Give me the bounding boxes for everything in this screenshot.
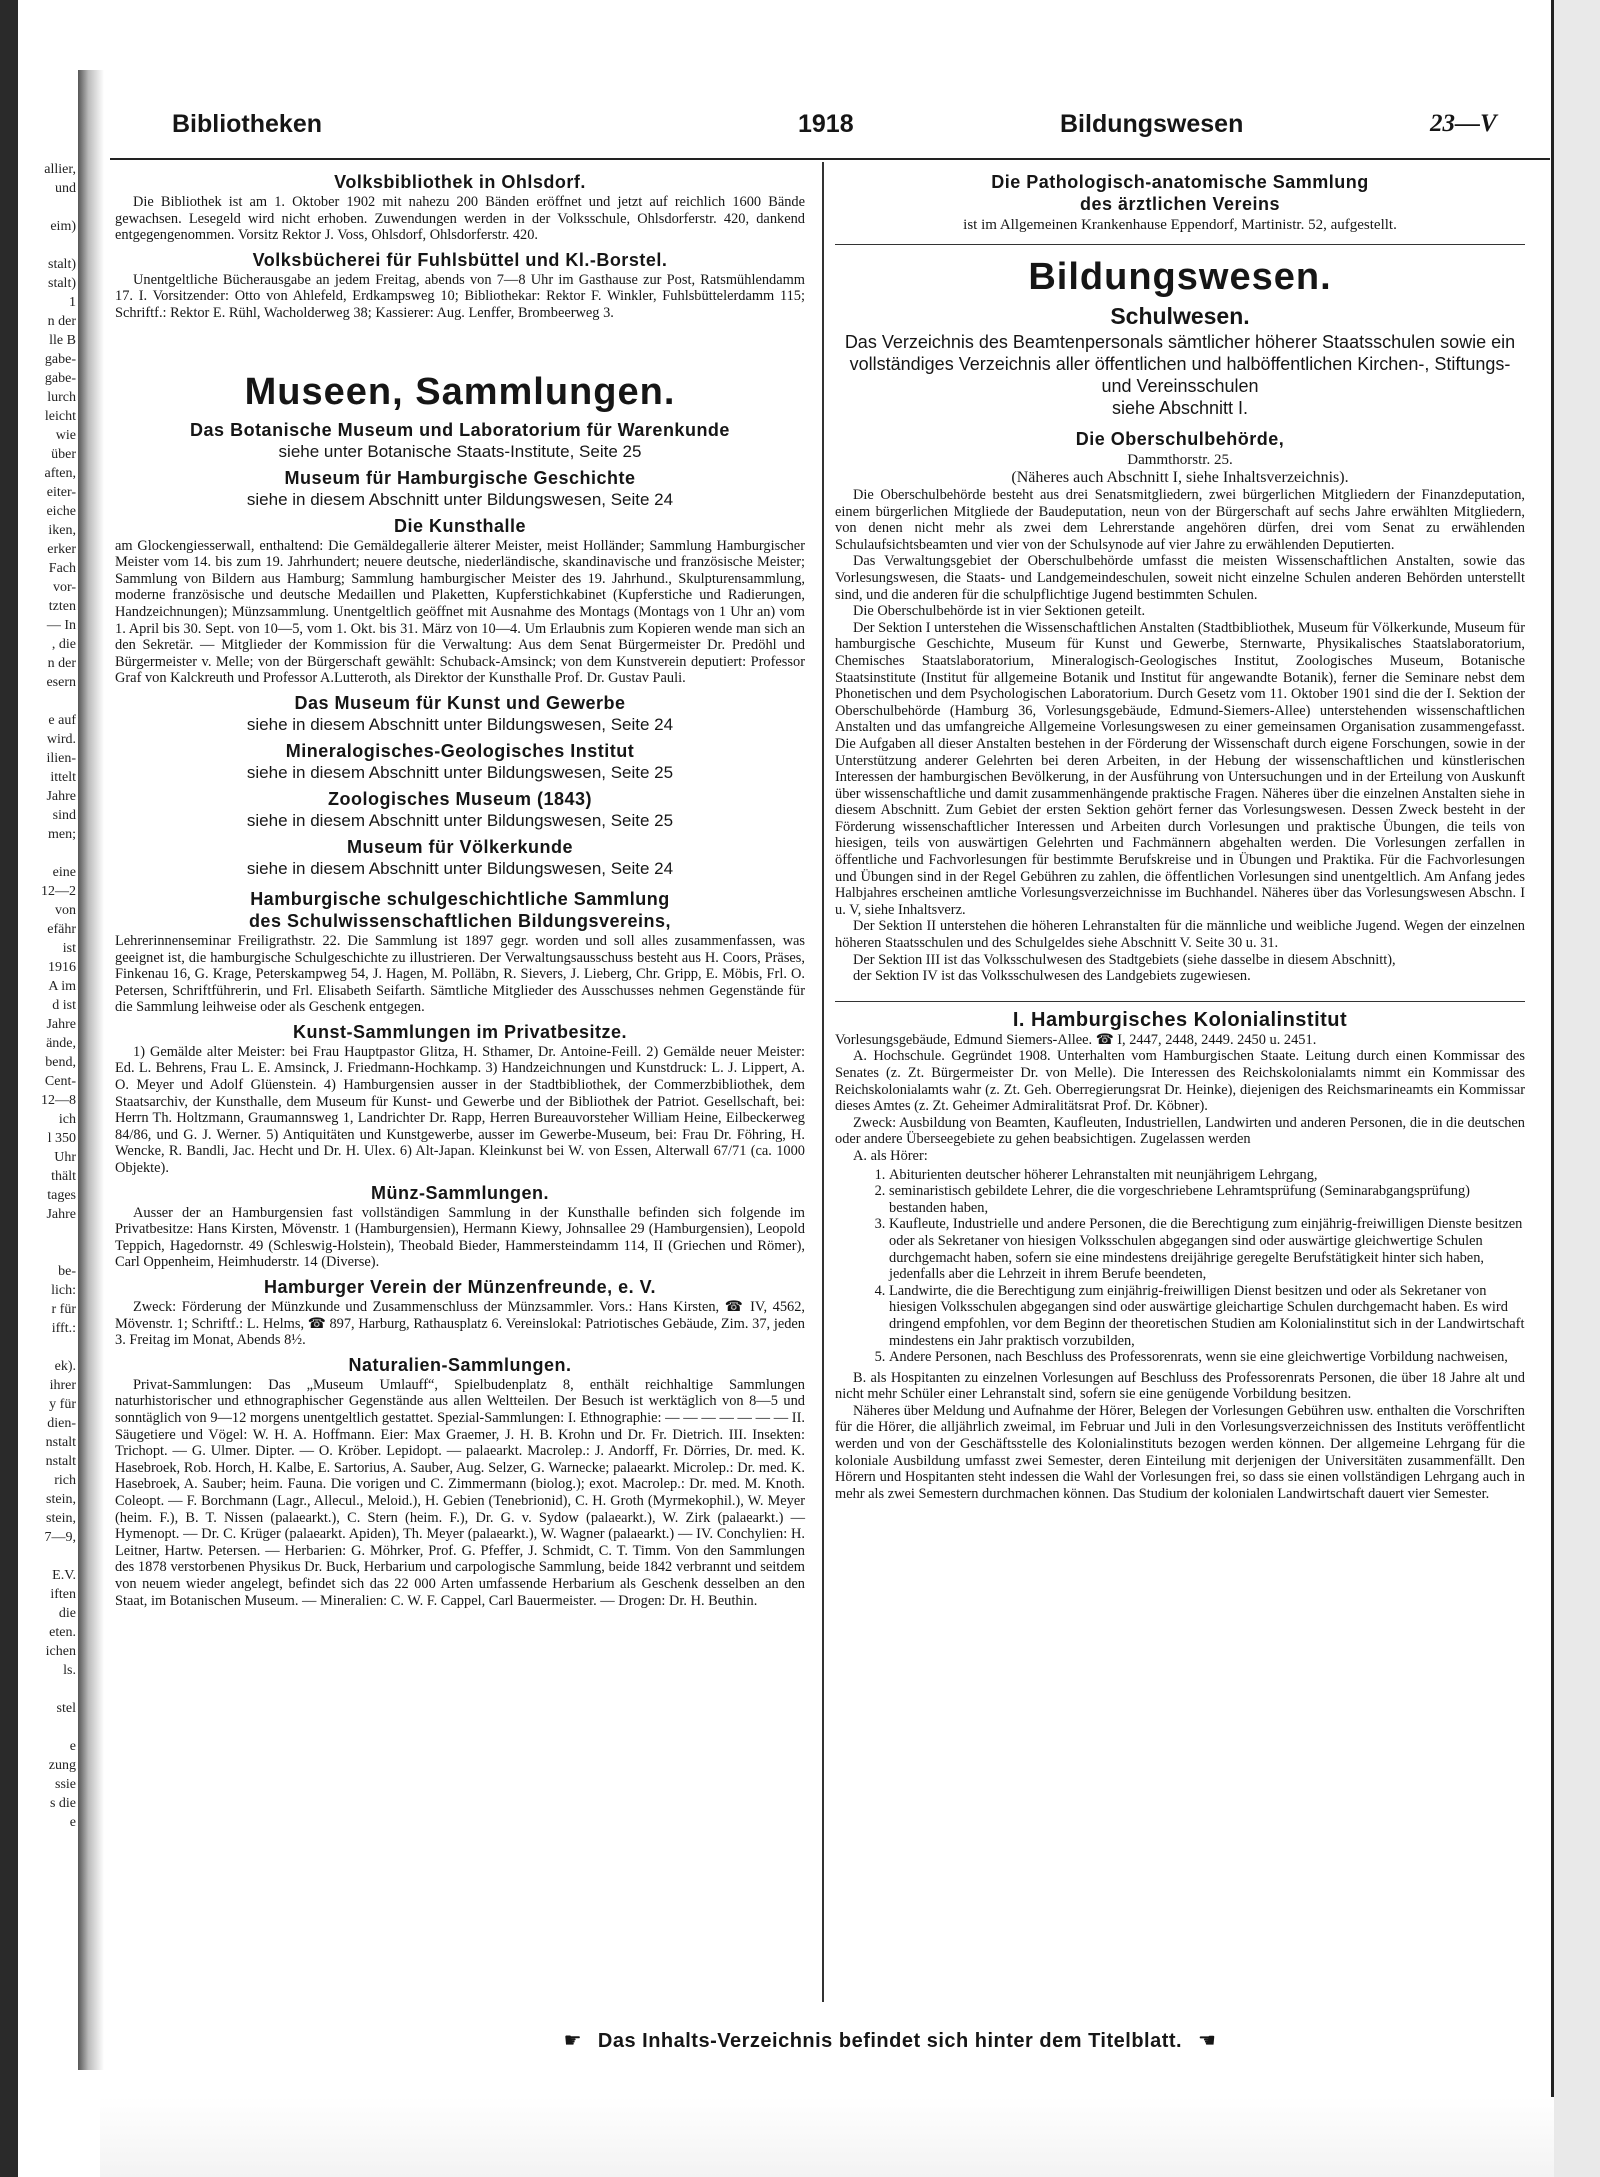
margin-fragment: stalt) — [48, 276, 76, 291]
previous-page-margin-fragments — [18, 160, 76, 1832]
margin-fragment — [18, 1680, 76, 1699]
section-title: Die Pathologisch-anatomische Sammlung — [991, 172, 1369, 192]
margin-fragment: 12—2 — [41, 884, 76, 899]
list-item: 4. Landwirte, die die Berechtigung zum einjährig-freiwilligen Dienst besitzen und oder als Sekretaner von hiesigen Volksschulen abgegangen sind oder auswärtige gleichartige Schulen durchgemacht haben. Es wird dringend empfohlen, vor dem Beginn der theoretischen Studien am Kolonialinstitut sich in der Landwirtschaft mindestens ein Jahr praktisch vorzubilden, — [889, 1283, 1525, 1349]
pointing-hand-right-icon: ☛ — [563, 2030, 583, 2052]
margin-fragment — [18, 1547, 76, 1566]
margin-fragment: bend, — [45, 1055, 76, 1070]
margin-fragment: iken, — [48, 523, 76, 538]
scan-bottom-area — [100, 2097, 1554, 2177]
margin-fragment: von — [55, 903, 76, 918]
paragraph: A. Hochschule. Gegründet 1908. Unterhalten vom Hamburgischen Staate. Leitung durch einen Kommissar des Senates (z. Zt. Bürgermeister Dr. von Melle). Die Interessen des Reichskolonialamts nimmt ein Kommissar des Reichskolonialamts wahr (z. Zt. Geh. Oberregierungsrat Dr. Heinke), diejenigen des Reichsmarineamts ein Kommissar dieses Amtes (z. Zt. Geheimer Admiralitätsrat Prof. Dr. Köbner). — [835, 1048, 1525, 1115]
sub-heading-schulwesen: Schulwesen. — [1110, 303, 1250, 329]
margin-fragment — [18, 1718, 76, 1737]
list-label: A. als Hörer: — [853, 1147, 928, 1164]
section-title: Hamburgische schulgeschichtliche Sammlung — [250, 888, 670, 909]
margin-fragment: Jahre — [46, 1207, 76, 1222]
section-text: am Glockengiesserwall, enthaltend: Die Gemäldegallerie älterer Meister, meist Holländer; Sammlung Hamburgischer Meister vom 14. bis zum 19. Jahrhundert; neuere deutsche, niederländische, skandinavische und französische Meister; Sammlung von Bildern aus Hamburg; Sammlung hamburgischer Meister des 19. Jahrhund., Skulpturensammlung, moderne französische und deutsche Medaillen und Plaketten, Kupferstichkabinet (Kupferstiche und Radierungen, Handzeichnungen); Münzsammlung. Unentgeltlich geöffnet mit Ausnahme des Montags (Montags von 1 Uhr an) vom 1. April bis 30. Sept. von 10—5, vom 1. Okt. bis 31. März von 10—4. Um Erlaubnis zum Kopieren wende man sich an den Sekretär. — Mitglieder der Kommission für die Verwaltung: Aus dem Senat Bürgermeister Dr. Predöhl und Bürgermeister v. Melle; von der Bürgerschaft gewählt: Schuback-Amsinck; von dem Kunstverein deputiert: Professor Graf von Kalckreuth und Professor A.Lutteroth, als Direktor der Kunsthalle Prof. Dr. Gustav Pauli. — [115, 537, 805, 687]
margin-fragment: ittelt — [50, 770, 76, 785]
margin-fragment: ek). — [54, 1359, 76, 1374]
reference-line: siehe in diesem Abschnitt unter Bildungswesen, Seite 24 — [246, 489, 674, 509]
section-title: Kunst-Sammlungen im Privatbesitze. — [292, 1021, 628, 1042]
section-title: Münz-Sammlungen. — [371, 1182, 549, 1203]
margin-fragment: dien- — [47, 1416, 76, 1431]
margin-fragment: Fach — [48, 561, 76, 576]
margin-fragment: n der — [47, 314, 76, 329]
paragraph: Der Sektion II unterstehen die höheren Lehranstalten für die männliche und weibliche Jugend. Wegen der einzelnen höheren Staatsschulen und des Schulgeldes siehe Abschnitt V. Seite 30 u. 31. — [835, 918, 1525, 952]
pointing-hand-left-icon: ☚ — [1197, 2030, 1217, 2052]
margin-fragment: wie — [55, 428, 76, 443]
margin-fragment: A im — [48, 979, 76, 994]
address-line: Dammthorstr. 25. — [1127, 452, 1233, 468]
section-title: Das Botanische Museum und Laboratorium für Warenkunde — [190, 419, 730, 440]
margin-fragment: Uhr — [54, 1150, 76, 1165]
margin-fragment: 7—9, — [44, 1530, 76, 1545]
margin-fragment: leicht — [44, 409, 76, 424]
margin-fragment: efähr — [47, 922, 76, 937]
margin-fragment: ände, — [46, 1036, 76, 1051]
margin-fragment: Jahre — [46, 1017, 76, 1032]
margin-fragment — [18, 236, 76, 255]
header-left: Bibliotheken — [172, 110, 323, 138]
reference-line: siehe in diesem Abschnitt unter Bildungswesen, Seite 24 — [246, 714, 674, 734]
section-title: Hamburger Verein der Münzenfreunde, e. V. — [264, 1277, 656, 1297]
margin-fragment: stalt) — [48, 257, 76, 272]
section-text: Lehrerinnenseminar Freiligrathstr. 22. Die Sammlung ist 1897 gegr. worden und soll alles zusammenfassen, was geeignet ist, die hamburgische Schulgeschichte zu illustrieren. Der Verwaltungsausschuss besteht aus H. Coors, Präses, Finkenau 16, G. Krage, Peterskampweg 54, J. Hagen, M. Polläbn, R. Sievers, J. Lieberg, Chr. Gripp, E. Möbis, Frl. O. Petersen, Schriftführerin, und Frl. Elisabeth Seifarth. Sämtliche Mitglieder des Ausschusses nehmen Gegenstände für die Sammlung leihweise oder als Geschenk entgegen. — [115, 932, 805, 1016]
margin-fragment: men; — [48, 827, 76, 842]
paragraph: Die Oberschulbehörde ist in vier Sektionen geteilt. — [853, 603, 1146, 620]
margin-fragment: — In — [46, 618, 76, 633]
section-text: Zweck: Förderung der Münzkunde und Zusammenschluss der Münzsammler. Vors.: Hans Kirsten, ☎ IV, 4562, Mövenstr. 1; Schriftf.: L. Helms, ☎ 897, Harburg, Rathausplatz 6. Vereinslokal: Patriotisches Gebäude, Zim. 37, jeden 3. Freitag im Monat, Abends 8½. — [115, 1299, 805, 1349]
margin-fragment: ichen — [45, 1644, 76, 1659]
section-title: Das Museum für Kunst und Gewerbe — [294, 692, 626, 713]
margin-fragment: thält — [51, 1169, 76, 1184]
margin-fragment: gabe- — [44, 352, 76, 367]
note-line: (Näheres auch Abschnitt I, siehe Inhaltsverzeichnis). — [1011, 469, 1349, 486]
section-title-line2: des Schulwissenschaftlichen Bildungsvereins, — [248, 910, 672, 931]
section-title: Museum für Hamburgische Geschichte — [284, 467, 636, 488]
section-title: Volksbücherei für Fuhlsbüttel und Kl.-Borstel. — [252, 249, 668, 270]
paragraph: Näheres über Meldung und Aufnahme der Hörer, Belegen der Vorlesungen Gebühren usw. enthalten die Vorschriften für die Hörer, die alljährlich zweimal, im Februar und Juli in den Vorlesungsverzeichnissen des Instituts veröffentlicht werden und von der Geschäftsstelle des Kolonialinstituts bezogen werden können. Der allgemeine Lehrgang für die koloniale Ausbildung umfasst zwei Semester, deren Einteilung mit derjenigen der Universitäten zusammenfällt. Den Hörern und Hospitanten steht indessen die Wahl der Vorlesungen frei, so dass sie einen vollständigen Lehrgang auch in mehr als zwei Semestern durchmachen können. Das Studium der kolonialen Landwirtschaft dauert vier Semester. — [835, 1402, 1525, 1502]
paragraph: Zweck: Ausbildung von Beamten, Kaufleuten, Industriellen, Landwirten und anderen Personen, die in die deutschen oder andere Überseegebiete zu gehen beabsichtigen. Zugelassen werden — [835, 1114, 1525, 1148]
main-heading-bildungswesen: Bildungswesen. — [1028, 256, 1332, 298]
section-text: Unentgeltliche Bücherausgabe an jedem Freitag, abends von 7—8 Uhr im Gasthause zur Post, Ratsmühlendamm 17. I. Vorsitzender: Otto von Ahlefeld, Erdkampsweg 10; Bibliothekar: Rektor F. Winkler, Fuhlsbüttelerdamm 115; Schriftf.: Rektor E. Rühl, Wacholderweg 38; Kassierer: Aug. Lenffer, Brombeerweg 3. — [115, 271, 805, 321]
header-page-number: 23—V — [1430, 110, 1497, 137]
margin-fragment: ilien- — [46, 751, 76, 766]
margin-fragment: 1916 — [48, 960, 76, 975]
page-header — [110, 110, 1550, 150]
margin-fragment: l 350 — [47, 1131, 76, 1146]
section-text: ist im Allgemeinen Krankenhause Eppendorf, Martinistr. 52, aufgestellt. — [963, 217, 1397, 233]
scan-edge-left — [0, 0, 18, 2177]
margin-fragment: e — [69, 1739, 76, 1754]
margin-fragment: aften, — [44, 466, 76, 481]
section-text: Die Bibliothek ist am 1. Oktober 1902 mit nahezu 200 Bänden eröffnet und jetzt auf reichlich 1600 Bände gewachsen. Lesegeld wird nicht erhoben. Zuwendungen werden in der Volksschule, Ohlsdorferstr. 420, dankend entgegengenommen. Vorsitz Rektor J. Voss, Ohlsdorf, Ohlsdorferstr. 420. — [115, 194, 805, 244]
margin-fragment: lle B — [49, 333, 76, 348]
schulwesen-intro: Das Verzeichnis des Beamtenpersonals sämtlicher höherer Staatsschulen sowie ein vollständiges Verzeichnis aller öffentlichen und halböffentlichen Kirchen-, Stiftungs- und Vereinsschulen — [844, 332, 1516, 396]
section-title: I. Hamburgisches Kolonialinstitut — [1012, 1008, 1348, 1031]
address-line: Vorlesungsgebäude, Edmund Siemers-Allee. ☎ I, 2447, 2448, 2449. 2450 u. 2451. — [835, 1031, 1317, 1048]
margin-fragment: ich — [58, 1112, 76, 1127]
column-divider — [822, 162, 824, 2002]
margin-fragment: lich: — [51, 1283, 76, 1298]
margin-fragment: E.V. — [52, 1568, 76, 1583]
section-title-line2: des ärztlichen Vereins — [1079, 194, 1281, 214]
section-text: Privat-Sammlungen: Das „Museum Umlauff“, Spielbudenplatz 8, enthält reichhaltige Sammlungen naturhistorischer und ethnographischer Gegenstände aus allen Weltteilen. Der Besuch ist werktäglich von 8—5 und sonntäglich von 9—12 morgens unentgeltlich gestattet. Spezial-Sammlungen: I. Ethnographie: — — — — — — — II. Säugetiere und Vögel: W. H. A. Hoffmann. Eier: Max Graemer, J. H. B. Krohn und Dr. Fr. Dietrich. III. Insekten: Trichopt. — G. Ulmer. Dipter. — O. Kröber. Lepidopt. — palaearkt. Macrolep.: J. Andorff, Fr. Dörries, Dr. med. K. Hasebroek, Rob. Horch, H. Kalbe, E. Sartorius, A. Sauber, Aug. Selzer, G. Warnecke; palaearkt. Microlep.: Dr. med. K. Hasebroek, A. Sauber; heim. Fauna. Die vorigen und C. Zimmermann (biolog.); exot. Macrolep.: Dr. med. M. Knoth. Coleopt. — F. Borchmann (Lagr., Allecul., Meloid.), H. Gebien (Tenebrionid), C. H. Groth (Myrmekophil.), W. Meyer (heim. F.), B. T. Nissen (palaearkt.), C. Stern (heim. F.), Dr. G. v. Sydow (palaearkt.), W. Zirk (palaearkt.) — Hymenopt. — Dr. C. Krüger (palaearkt. Apiden), Th. Meyer (palaearkt.), W. Wagner (palaearkt.) — IV. Conchylien: H. Leitner, Hartw. Petersen. — Herbarien: G. Möhrker, Prof. G. Pfeffer, J. Schmidt, C. T. Timm. Von den Sammlungen des 1878 verstorbenen Physikus Dr. Buck, Herbarium und carpologische Sammlung, beide 1842 verbrannt und seitdem von neuem wieder angelegt, befindet sich das 22 000 Arten umfassende Herbarium als Geschenk desselben an den Staat, im Botanischen Museum. — Mineralien: C. W. F. Cappel, Carl Bauermeister. — Drogen: Dr. H. Beuthin. — [115, 1376, 805, 1609]
section-title: Volksbibliothek in Ohlsdorf. — [334, 172, 586, 192]
left-column — [115, 166, 805, 1609]
margin-fragment: eiche — [46, 504, 76, 519]
margin-fragment: zung — [48, 1758, 76, 1773]
reference-line: siehe unter Botanische Staats-Institute, Seite 25 — [278, 441, 642, 461]
list-item: 1. Abiturienten deutscher höherer Lehranstalten mit neunjährigem Lehrgang, — [889, 1167, 1525, 1184]
paragraph: Der Sektion I unterstehen die Wissenschaftlichen Anstalten (Stadtbibliothek, Museum für Völkerkunde, Museum für hamburgische Geschichte, Museum für Kunst und Gewerbe, Sternwarte, Physikalisches Staatslaboratorium, Chemisches Staatslaboratorium, Mineralogisch-Geologisches Institut, Zoologisches Museum, Botanische Staatsinstitute (Institut für allgemeine Botanik und Institut für angewandte Botanik), ferner die Seminare nebst dem Phonetischen und dem Psychologischen Laboratorium. Durch Gesetz vom 11. Oktober 1901 sind die der I. Sektion der Oberschulbehörde (Hamburg 36, Vorlesungsgebäude, Edmund-Siemers-Allee) unterstehenden wissenschaftlichen Anstalten und das umfangreiche Allgemeine Vorlesungswesen zu einer gemeinsamen Organisation zusammengefasst. Die Aufgaben all dieser Anstalten bestehen in der Förderung der Wissenschaft durch eigene Forschungen, sowie in der Unterstützung anderer Gelehrten bei deren Arbeiten, in der Hebung der wissenschaftlichen und künstlerischen Interessen der hamburgischen Bevölkerung, in der Ausführung von Untersuchungen und in der Erteilung von Auskunft über wissenschaftliche und damit zusammenhängende praktische Fragen. Näheres über die einzelnen Anstalten siehe in diesem Abschnitt. Zum Gebiet der ersten Sektion gehört ferner das Vorlesungswesen. Dessen Zweck besteht in der Förderung wissenschaftlicher Interessen und Arbeiten durch Vorlesungen und praktische Übungen, die teils von hiesigen, teils von auswärtigen Gelehrten und Fachmännern abgehalten werden. Die Vorlesungen zerfallen in öffentliche und Fachvorlesungen für bestimmte Berufskreise und in Übungen und Praktika. Für die Fachvorlesungen und Übungen sind in der Regel Gebühren zu zahlen, die öffentlichen Vorlesungen sind unentgeltlich. Am Anfang jedes Halbjahres erscheinen amtliche Vorlesungsverzeichnisse im Buchhandel. Näheres über das Vorlesungswesen Abschn. I u. V, siehe Inhaltsverz. — [835, 619, 1525, 918]
section-separator — [835, 244, 1525, 245]
margin-fragment: die — [58, 1606, 76, 1621]
header-rule — [110, 158, 1550, 160]
margin-fragment: be- — [58, 1264, 76, 1279]
right-column — [835, 166, 1525, 1502]
list-item: 3. Kaufleute, Industrielle und andere Personen, die die Berechtigung zum einjährig-freiwilligen Dienste besitzen oder als Sekretaner von hiesigen Volksschulen abgegangen sind oder auswärtige gleichwertige Schulen durchgemacht haben, sofern sie eine mindestens dreijährige geregelte Berufstätigkeit hinter sich haben, jedenfalls aber die Lehrzeit in ihrem Berufe beendeten, — [889, 1216, 1525, 1282]
margin-fragment: y für — [49, 1397, 76, 1412]
margin-fragment — [18, 1224, 76, 1243]
header-year: 1918 — [798, 110, 854, 138]
margin-fragment: n der — [47, 656, 76, 671]
section-title: Mineralogisches-Geologisches Institut — [285, 740, 635, 761]
section-separator — [835, 1001, 1525, 1002]
margin-fragment: Cent- — [44, 1074, 76, 1089]
newspaper-page — [110, 100, 1555, 2060]
binding-gutter — [78, 70, 104, 2070]
section-title: Naturalien-Sammlungen. — [348, 1354, 572, 1375]
margin-fragment: nstalt — [45, 1454, 76, 1469]
paragraph: Der Sektion III ist das Volksschulwesen des Stadtgebiets (siehe dasselbe in diesem Abschnitt), — [853, 951, 1396, 968]
margin-fragment: eten. — [49, 1625, 76, 1640]
margin-fragment: r für — [51, 1302, 76, 1317]
margin-fragment — [18, 1243, 76, 1262]
margin-fragment: 12—8 — [41, 1093, 76, 1108]
section-text: 1) Gemälde alter Meister: bei Frau Hauptpastor Glitza, H. Sthamer, Dr. Antoine-Feill. 2) Gemälde neuer Meister: Ed. L. Behrens, Frau L. E. Amsinck, J. Friedmann-Hochkamp. 3) Handzeichnungen und Kunstdruck: L. J. Lippert, A. O. Meyer und Adolf Glüenstein. 4) Hamburgensien ausser in der Stadtbibliothek, der Commerzbibliothek, dem Staatsarchiv, der Kunsthalle, dem Museum für Kunst- und Gewerbe und der Bibliothek der Patriot. Gesellschaft, bei: Herrn Th. Holtzmann, Graumannsweg 1, Landrichter Dr. Rapp, Herren Bureauvorsteher William Heine, Eilbeckerweg 84/86, und G. J. Werner. 5) Antiquitäten und Kunstgewerbe, ausser im Gewerbe-Museum, bei: Frau Dr. Föhring, H. Wencke, R. Bandli, Jac. Hecht und Dr. H. Ulex. 6) Alt-Japan. Kleinkunst bei W. von Essen, Alterwall 67/71 (ca. 1000 Objekte). — [115, 1043, 805, 1177]
footer-notice — [440, 2028, 1340, 2053]
margin-fragment: wird. — [46, 732, 76, 747]
margin-fragment: vor- — [52, 580, 76, 595]
list-item: 5. Andere Personen, nach Beschluss des Professorenrats, wenn sie eine gleichwertige Vorbildung nachweisen, — [889, 1349, 1525, 1366]
admission-list — [835, 1167, 1525, 1366]
margin-fragment: nstalt — [45, 1435, 76, 1450]
margin-fragment: gabe- — [44, 371, 76, 386]
section-title: Zoologisches Museum (1843) — [327, 788, 593, 809]
margin-fragment: eiter- — [46, 485, 76, 500]
margin-fragment: tzten — [48, 599, 76, 614]
margin-fragment: eine — [52, 865, 76, 880]
margin-fragment: Jahre — [46, 789, 76, 804]
margin-fragment — [18, 1338, 76, 1357]
margin-fragment: stein, — [46, 1492, 76, 1507]
margin-fragment — [18, 844, 76, 863]
margin-fragment: iften — [50, 1587, 76, 1602]
margin-fragment: e — [69, 1815, 76, 1830]
reference-line: siehe in diesem Abschnitt unter Bildungswesen, Seite 25 — [246, 810, 674, 830]
reference-line: siehe in diesem Abschnitt unter Bildungswesen, Seite 25 — [246, 762, 674, 782]
margin-fragment: tages — [47, 1188, 76, 1203]
scan-edge-right — [1551, 0, 1600, 2177]
margin-fragment: eim) — [50, 219, 76, 234]
margin-fragment: ifft.: — [51, 1321, 76, 1336]
schulwesen-ref: siehe Abschnitt I. — [1111, 398, 1249, 418]
margin-fragment: , die — [51, 637, 76, 652]
margin-fragment: rich — [54, 1473, 76, 1488]
section-title: Die Kunsthalle — [393, 515, 527, 536]
paragraph: Die Oberschulbehörde besteht aus drei Senatsmitgliedern, zwei bürgerlichen Mitgliedern der Finanzdeputation, einem bürgerlichen Mitgliede der Baudeputation, neun von der Bürgerschaft auf sechs Jahre erwählten Mitgliedern, von denen nicht mehr als zwei dem Lehrerstande angehören dürfen, drei vom Senat zu erwählenden Schulaufsichtsbeamten und vier von der Schulsynode auf vier Jahre zu erwählenden Deputierten. — [835, 487, 1525, 553]
section-title: Die Oberschulbehörde, — [1075, 429, 1285, 449]
margin-fragment: sind — [52, 808, 76, 823]
margin-fragment: stein, — [46, 1511, 76, 1526]
margin-fragment — [18, 692, 76, 711]
margin-fragment: 1 — [69, 295, 76, 310]
margin-fragment: erker — [47, 542, 76, 557]
margin-fragment: über — [51, 447, 76, 462]
margin-fragment: allier, — [44, 162, 76, 177]
margin-fragment: und — [55, 181, 76, 196]
footer-text: Das Inhalts-Verzeichnis befindet sich hinter dem Titelblatt. — [597, 2030, 1183, 2052]
margin-fragment: s die — [49, 1796, 76, 1811]
margin-fragment — [18, 198, 76, 217]
list-item: 2. seminaristisch gebildete Lehrer, die die vorgeschriebene Lehramtsprüfung (Seminarabgangsprüfung) bestanden haben, — [889, 1183, 1525, 1216]
section-text: Ausser der an Hamburgensien fast vollständigen Sammlung in der Kunsthalle befinden sich folgende im Privatbesitze: Hans Kirsten, Mövenstr. 1 (Hamburgensien), Hermann Kiewy, Johnsallee 29 (Hamburgensien), Leopold Teppich, Hagedornstr. 49 (Schleswig-Holstein), Theobald Bieder, Hammersteindamm 114, II (Griechen und Römer), Carl Oppenheim, Heimhuderstr. 14 (Diverse). — [115, 1204, 805, 1271]
margin-fragment: ls. — [63, 1663, 76, 1678]
paragraph: der Sektion IV ist das Volksschulwesen des Landgebiets zugewiesen. — [853, 968, 1251, 985]
margin-fragment: d ist — [52, 998, 76, 1013]
section-title: Museum für Völkerkunde — [346, 836, 574, 857]
margin-fragment: esern — [46, 675, 76, 690]
main-heading-museen: Museen, Sammlungen. — [244, 370, 676, 413]
margin-fragment: e auf — [48, 713, 76, 728]
margin-fragment: ihrer — [49, 1378, 76, 1393]
paragraph: B. als Hospitanten zu einzelnen Vorlesungen auf Beschluss des Professorenrats Personen, die über 18 Jahre alt und nicht mehr Schüler einer Lehranstalt sind, sofern sie eine genügende Vorbildung besitzen. — [835, 1369, 1525, 1403]
margin-fragment: stel — [56, 1701, 76, 1716]
paragraph: Das Verwaltungsgebiet der Oberschulbehörde umfasst die meisten Wissenschaftlichen Anstalten, sowie das Vorlesungswesen, die Staats- und Landgemeindeschulen, soweit nicht einzelne Schulen anderen Behörden unterstellt sind, und die anderen für die schulpflichtige Jugend bestimmten Schulen. — [835, 553, 1525, 603]
margin-fragment: ssie — [55, 1777, 76, 1792]
header-right: Bildungswesen — [1060, 110, 1244, 138]
margin-fragment: lurch — [47, 390, 76, 405]
margin-fragment: ist — [62, 941, 76, 956]
reference-line: siehe in diesem Abschnitt unter Bildungswesen, Seite 24 — [246, 858, 674, 878]
